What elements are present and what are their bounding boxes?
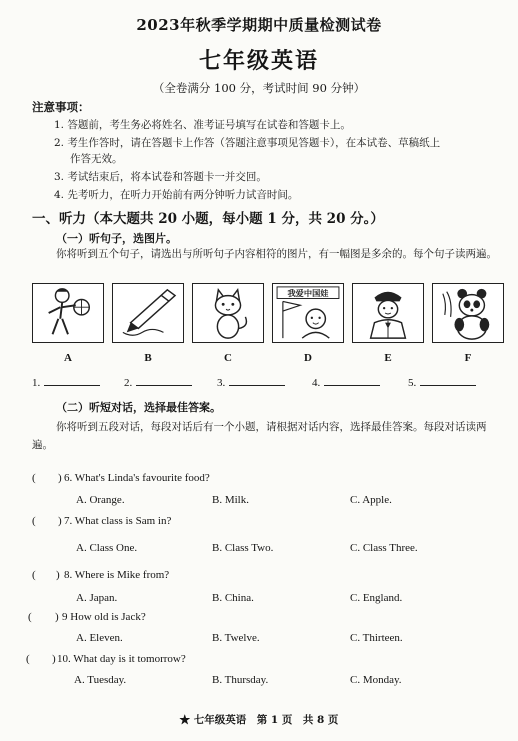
subject-title: 七年级英语 — [198, 48, 319, 74]
cat-icon — [192, 283, 264, 343]
blank-number: 5. — [408, 377, 417, 389]
answer-paren-open[interactable]: ( — [32, 515, 36, 527]
option-8b[interactable]: B. China. — [212, 592, 254, 604]
answer-paren-close: ) — [56, 569, 60, 581]
answer-blank[interactable] — [217, 375, 285, 389]
notice-heading: 注意事项： — [32, 100, 90, 114]
picture-label-c: C — [224, 352, 232, 364]
question-6: 6. What's Linda's favourite food? — [64, 472, 210, 484]
picture-label-e: E — [384, 352, 392, 364]
answer-paren-close: ) — [55, 611, 59, 623]
option-7b[interactable]: B. Class Two. — [212, 542, 274, 554]
notice-item-2: 2. 考生作答时，请在答题卡上作答（答题注意事项见答题卡），在本试卷、草稿纸上 — [54, 137, 441, 149]
answer-paren-open[interactable]: ( — [26, 653, 30, 665]
police-officer-icon — [352, 283, 424, 343]
pen-icon — [112, 283, 184, 343]
question-8: 8. Where is Mike from? — [64, 569, 170, 581]
notice-item-3: 3. 考试结束后，将本试卷和答题卡一并交回。 — [54, 171, 267, 183]
option-9c[interactable]: C. Thirteen. — [350, 632, 403, 644]
option-10c[interactable]: C. Monday. — [350, 674, 402, 686]
answer-blank[interactable] — [124, 375, 192, 389]
blank-number: 3. — [217, 377, 226, 389]
part2-heading: （二）听短对话，选择最佳答案。 — [56, 401, 221, 414]
picture-label-d: D — [304, 352, 312, 364]
china-flag-child-icon — [272, 283, 344, 343]
answer-paren-open[interactable]: ( — [32, 569, 36, 581]
question-9: 9 How old is Jack? — [62, 611, 146, 623]
page-footer: ★ 七年级英语 第 1 页 共 8 页 — [179, 714, 339, 726]
question-7: 7. What class is Sam in? — [64, 515, 172, 527]
answer-blank[interactable] — [312, 375, 380, 389]
picture-row — [32, 283, 482, 343]
part1-heading: （一）听句子，选图片。 — [56, 232, 177, 245]
option-7c[interactable]: C. Class Three. — [350, 542, 418, 554]
answer-paren-close: ) — [58, 515, 62, 527]
banner-text: 我爱中国娃 — [287, 288, 329, 299]
notice-item-2-cont: 作答无效。 — [70, 153, 123, 165]
option-10a[interactable]: A. Tuesday. — [74, 674, 127, 686]
blank-number: 1. — [32, 377, 41, 389]
picture-label-b: B — [144, 352, 152, 364]
option-6c[interactable]: C. Apple. — [350, 494, 392, 506]
option-6b[interactable]: B. Milk. — [212, 494, 249, 506]
option-8a[interactable]: A. Japan. — [76, 592, 118, 604]
option-9b[interactable]: B. Twelve. — [212, 632, 260, 644]
exam-title: 2023年秋季学期期中质量检测试卷 — [136, 16, 382, 34]
option-7a[interactable]: A. Class One. — [76, 542, 138, 554]
blank-number: 2. — [124, 377, 133, 389]
answer-paren-open[interactable]: ( — [32, 472, 36, 484]
picture-label-a: A — [64, 352, 72, 364]
answer-blank[interactable] — [32, 375, 100, 389]
part1-instruction: 你将听到五个句子，请选出与所听句子内容相符的图片，有一幅图是多余的。每个句子读两遍。 — [56, 248, 497, 260]
answer-paren-close: ) — [58, 472, 62, 484]
answer-blank[interactable] — [408, 375, 476, 389]
option-9a[interactable]: A. Eleven. — [76, 632, 123, 644]
part2-instruction: 你将听到五段对话，每段对话后有一个小题，请根据对话内容，选择最佳答案。每段对话读两遍。 — [32, 421, 487, 451]
notice-item-4: 4. 先考听力，在听力开始前有两分钟听力试音时间。 — [54, 189, 299, 201]
question-10: 10. What day is it tomorrow? — [57, 653, 186, 665]
basketball-boy-icon — [32, 283, 104, 343]
option-10b[interactable]: B. Thursday. — [212, 674, 269, 686]
panda-icon — [432, 283, 504, 343]
option-6a[interactable]: A. Orange. — [76, 494, 125, 506]
notice-item-1: 1. 答题前，考生务必将姓名、准考证号填写在试卷和答题卡上。 — [54, 119, 351, 131]
blank-number: 4. — [312, 377, 321, 389]
section-listening-heading: 一、听力（本大题共 20 小题，每小题 1 分，共 20 分。） — [32, 211, 384, 227]
answer-paren-open[interactable]: ( — [28, 611, 32, 623]
answer-paren-close: ) — [52, 653, 56, 665]
picture-label-f: F — [464, 352, 472, 364]
exam-meta: （全卷满分 100 分，考试时间 90 分钟） — [152, 81, 366, 95]
option-8c[interactable]: C. England. — [350, 592, 403, 604]
